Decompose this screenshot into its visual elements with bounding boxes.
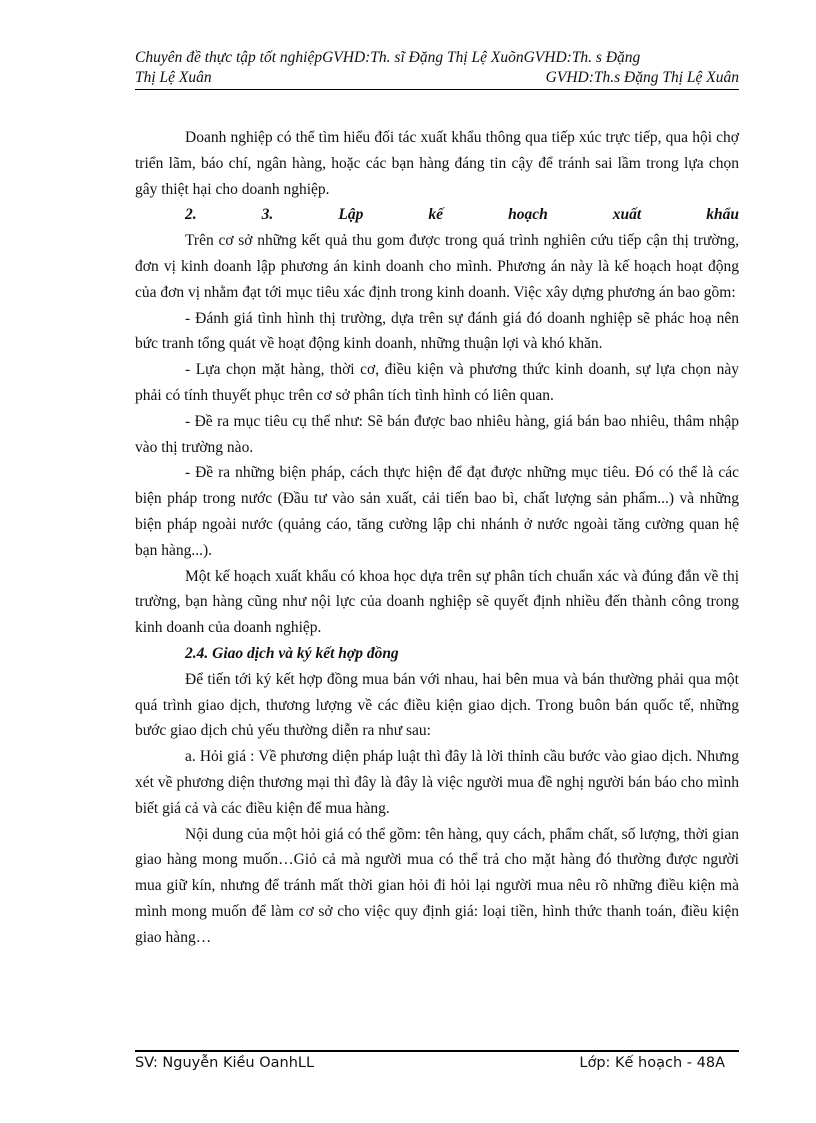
paragraph-6: - Đề ra những biện pháp, cách thực hiện để đạt được những mục tiêu. Đó có thể là các biện pháp trong nước (Đầu tư vào sản xuất, cải tiến bao bì, chất lượng sản phẩm...) và những biện pháp ngoài nước (quảng cáo, tăng cường lập chi nhánh ở nước ngoài tăng cường quan hệ bạn hàng...). xyxy=(135,464,739,559)
paragraph-2: Trên cơ sở những kết quả thu gom được trong quá trình nghiên cứu tiếp cận thị trường, đơn vị kinh doanh lập phương án kinh doanh cho mình. Phương án này là kế hoạch hoạt động của đơn vị nhằm đạt tới mục tiêu xác định trong kinh doanh. Việc xây dựng phương án bao gồm: xyxy=(135,232,739,301)
section-heading-2-4: 2.4. Giao dịch và ký kết hợp đồng xyxy=(185,644,399,662)
header-left: Thị Lệ Xuân xyxy=(135,69,212,86)
paragraph-8: Để tiến tới ký kết hợp đồng mua bán với nhau, hai bên mua và bán thường phải qua một quá trình giao dịch, thương lượng về các điều kiện giao dịch. Trong buôn bán quốc tế, những bước giao dịch chủ yếu thường diễn ra như sau: xyxy=(135,670,739,740)
footer-student: SV: Nguyễn Kiều OanhLL xyxy=(135,1055,315,1071)
paragraph-1: Doanh nghiệp có thể tìm hiểu đối tác xuất khẩu thông qua tiếp xúc trực tiếp, qua hội chợ triển lãm, báo chí, ngân hàng, hoặc các bạn hàng đáng tin cậy để tránh sai lầm trong lựa chọn gây thiệt hại cho doanh nghiệp. xyxy=(135,129,739,198)
paragraph-5: - Đề ra mục tiêu cụ thể như: Sẽ bán được bao nhiêu hàng, giá bán bao nhiêu, thâm nhập vào thị trường nào. xyxy=(135,412,739,456)
header-right: GVHD:Th.s Đặng Thị Lệ Xuân xyxy=(545,69,739,86)
footer-class: Lớp: Kế hoạch - 48A xyxy=(579,1055,725,1071)
page-footer xyxy=(135,1055,725,1071)
paragraph-3: - Đánh giá tình hình thị trường, dựa trên sự đánh giá đó doanh nghiệp sẽ phác hoạ nên bức tranh tổng quát về hoạt động kinh doanh, những thuận lợi và khó khăn. xyxy=(135,309,739,353)
paragraph-7: Một kế hoạch xuất khẩu có khoa học dựa trên sự phân tích chuẩn xác và đúng đắn về thị trường, bạn hàng cũng như nội lực của doanh nghiệp sẽ quyết định nhiều đến thành công trong kinh doanh của doanh nghiệp. xyxy=(135,567,739,637)
paragraph-9: a. Hỏi giá : Về phương diện pháp luật thì đây là lời thỉnh cầu bước vào giao dịch. Nhưng xét về phương diện thương mại thì đây là đây là việc người mua đề nghị người bán báo cho mình biết giá cả và các điều kiện để mua hàng. xyxy=(135,748,739,817)
section-heading-2-3: 2. 3. Lập kế hoạch xuất khẩu xyxy=(185,206,739,224)
paragraph-4: - Lựa chọn mặt hàng, thời cơ, điều kiện và phương thức kinh doanh, sự lựa chọn này phải có tính thuyết phục trên cơ sở phân tích tình hình có liên quan. xyxy=(135,361,739,404)
paragraph-10: Nội dung của một hỏi giá có thể gồm: tên hàng, quy cách, phẩm chất, số lượng, thời gian giao hàng mong muốn…Giỏ cả mà người mua có thể trả cho mặt hàng đó thường được người mua giữ kín, nhưng để tránh mất thời gian hỏi đi hỏi lại người mua nêu rõ những điều kiện mà mình mong muốn để làm cơ sở cho việc quy định giá: loại tiền, hình thức thanh toán, điều kiện giao hàng… xyxy=(135,825,739,946)
footer-divider xyxy=(135,1050,739,1052)
header-line-2 xyxy=(135,68,739,88)
page-header xyxy=(135,48,739,90)
document-body xyxy=(135,125,739,951)
header-line-1: Chuyên đề thực tập tốt nghiệpGVHD:Th. sĩ Đặng Thị Lệ XuõnGVHD:Th. s Đặng xyxy=(135,49,641,66)
